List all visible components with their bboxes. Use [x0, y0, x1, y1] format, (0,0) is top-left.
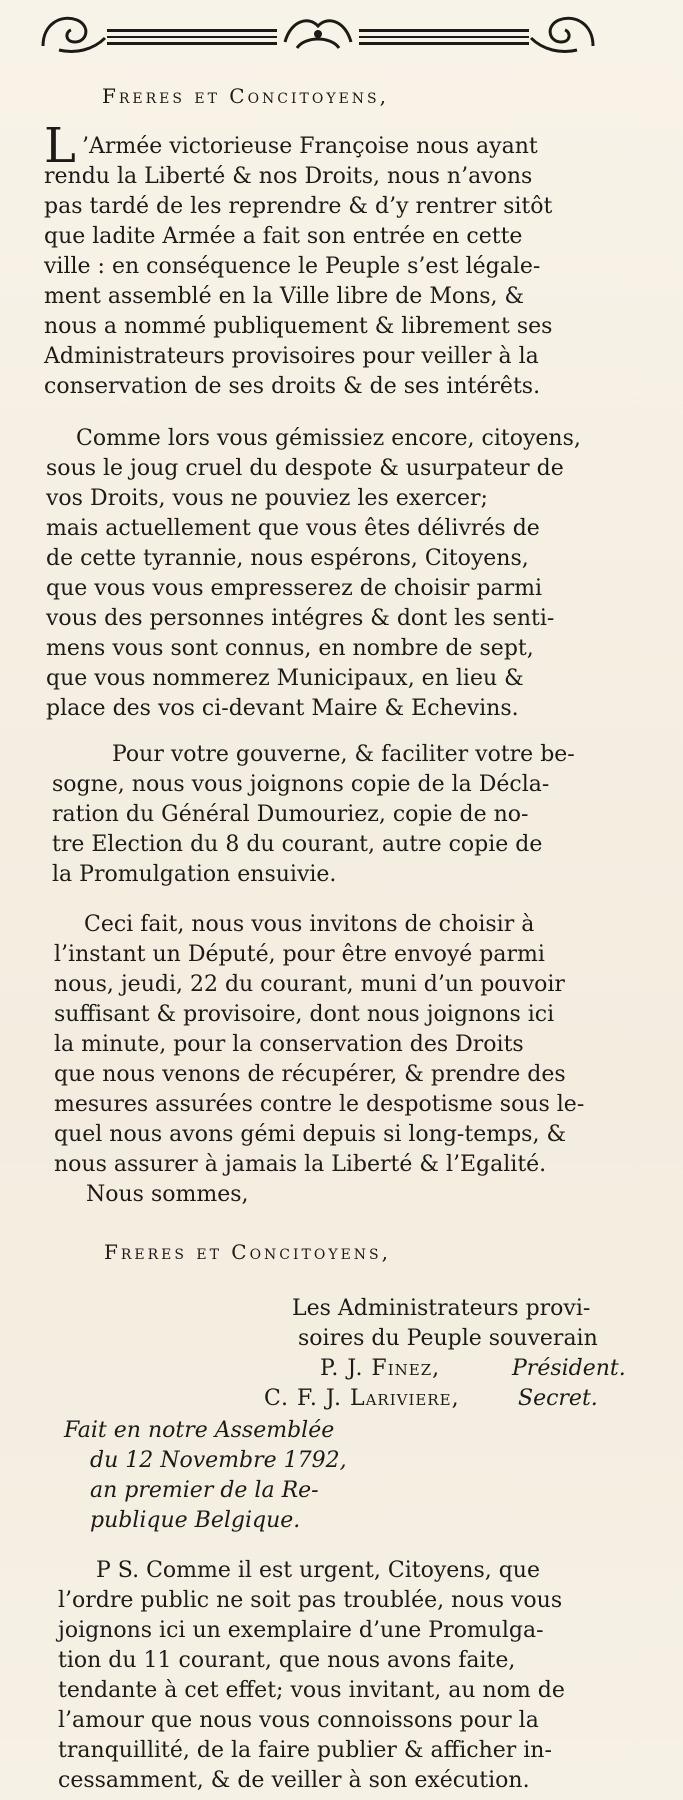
text-line: vous des personnes intégres & dont les senti- [46, 606, 555, 631]
text-line: pas tardé de les reprendre & d’y rentrer sitôt [44, 194, 553, 219]
text-line: quel nous avons gémi depuis si long-temps, & [54, 1122, 567, 1147]
text-line: de cette tyrannie, nous espérons, Citoyens, [46, 546, 529, 571]
text-line: la minute, pour la conservation des Droits [54, 1032, 524, 1057]
text-line: tranquillité, de la faire publier & afficher in- [58, 1738, 552, 1763]
text-line: Comme lors vous gémissiez encore, citoyens, [76, 426, 581, 451]
signatory-role: Président. [512, 1356, 626, 1381]
text-line: Nous sommes, [86, 1182, 249, 1207]
text-line: la Promulgation ensuivie. [52, 862, 337, 887]
signatory-role: Secret. [518, 1386, 598, 1411]
text-line: sogne, nous vous joignons copie de la Décla- [52, 772, 550, 797]
text-line: ’Armée victorieuse Françoise nous ayant [82, 134, 538, 159]
text-line: nous, jeudi, 22 du courant, muni d’un pouvoir [54, 972, 565, 997]
text-line: tendante à cet effet; vous invitant, au nom de [58, 1678, 565, 1703]
text-line: l’amour que nous vous connoissons pour la [58, 1708, 539, 1733]
text-line: tre Election du 8 du courant, autre copie de [52, 832, 543, 857]
text-line: nous a nommé publiquement & librement ses [44, 314, 553, 339]
dateline-line: du 12 Novembre 1792, [90, 1448, 347, 1473]
text-line: P S. Comme il est urgent, Citoyens, que [96, 1558, 540, 1583]
text-line: Administrateurs provisoires pour veiller à la [44, 344, 539, 369]
text-line: rendu la Liberté & nos Droits, nous n’avons [44, 164, 533, 189]
signatory-name: P. J. Finez, [320, 1356, 441, 1381]
text-line: nous assurer à jamais la Liberté & l’Egalité. [54, 1152, 547, 1177]
text-line: que vous nommerez Municipaux, en lieu & [46, 666, 524, 691]
dateline-line: Fait en notre Assemblée [64, 1418, 335, 1443]
text-line: l’instant un Député, pour être envoyé parmi [54, 942, 545, 967]
text-line: suffisant & provisoire, dont nous joignons ici [54, 1002, 555, 1027]
dateline-line: an premier de la Re- [90, 1478, 319, 1503]
text-line: ration du Général Dumouriez, copie de no- [52, 802, 529, 827]
dateline-line: publique Belgique. [90, 1508, 301, 1533]
text-line: cessamment, & de veiller à son exécution. [58, 1768, 530, 1793]
text-line: Ceci fait, nous vous invitons de choisir à [84, 912, 535, 937]
text-line: que ladite Armée a fait son entrée en cette [44, 224, 523, 249]
text-line: mens vous sont connus, en nombre de sept, [46, 636, 534, 661]
text-line: conservation de ses droits & de ses intérêts. [44, 374, 541, 399]
text-line: vos Droits, vous ne pouviez les exercer; [46, 486, 488, 511]
salutation-heading: Freres et Concitoyens, [102, 84, 390, 108]
text-line: l’ordre public ne soit pas troublée, nous vous [58, 1588, 563, 1613]
text-line: joignons ici un exemplaire d’une Promulga- [58, 1618, 544, 1643]
text-line: ville : en conséquence le Peuple s’est légale- [44, 254, 541, 279]
text-line: place des vos ci-devant Maire & Echevins. [46, 696, 519, 721]
text-line: ment assemblé en la Ville libre de Mons, & [44, 284, 525, 309]
text-line: sous le joug cruel du despote & usurpateur de [46, 456, 564, 481]
signature-line: Les Administrateurs provi- [292, 1296, 591, 1321]
signatory-name: C. F. J. Lariviere, [264, 1386, 460, 1411]
text-line: mais actuellement que vous êtes délivrés de [46, 516, 540, 541]
text-line: Pour votre gouverne, & faciliter votre be- [112, 742, 575, 767]
closing-salutation: Freres et Concitoyens, [104, 1240, 392, 1264]
text-line: que nous venons de récupérer, & prendre des [54, 1062, 566, 1087]
text-line: tion du 11 courant, que nous avons faite, [58, 1648, 516, 1673]
text-line: que vous vous empresserez de choisir parmi [46, 576, 543, 601]
signature-line: soires du Peuple souverain [298, 1326, 598, 1351]
text-line: mesures assurées contre le despotisme sous le- [54, 1092, 585, 1117]
drop-cap: L [44, 118, 76, 174]
decorative-header-ornament [35, 6, 601, 66]
